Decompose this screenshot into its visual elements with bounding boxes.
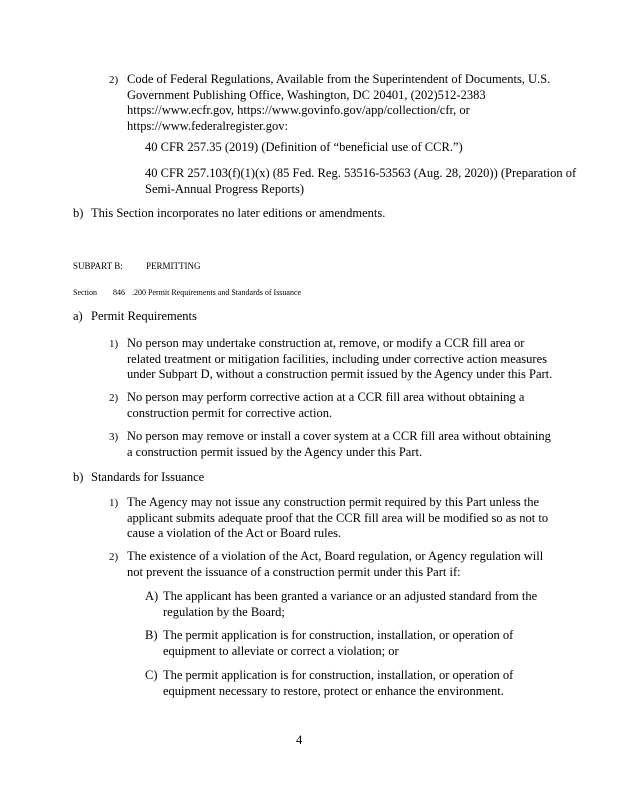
list-number: 1): [109, 497, 119, 509]
text-line: equipment to alleviate or correct a violation; or: [163, 643, 399, 658]
subsection-heading: Permit Requirements: [91, 309, 197, 323]
subpart-title: PERMITTING: [146, 261, 201, 271]
text-line: equipment necessary to restore, protect or enhance the environment.: [163, 683, 504, 698]
section-title: .200 Permit Requirements and Standards of Issuance: [132, 288, 302, 297]
text-line: No person may remove or install a cover system at a CCR fill area without obtaining: [127, 429, 551, 443]
subpart-label: SUBPART B:: [73, 261, 123, 271]
section-label: Section: [73, 288, 97, 297]
paragraph: [163, 628, 513, 659]
text-line: regulation by the Board;: [163, 604, 285, 619]
cfr-source-paragraph: [127, 72, 550, 134]
citation: [145, 166, 576, 197]
text-line: cause a violation of the Act or Board rules.: [127, 526, 342, 540]
text-line: Semi-Annual Progress Reports): [145, 181, 305, 196]
text-line: related treatment or mitigation facilities, including under corrective action measures: [127, 351, 547, 366]
list-number: 2): [109, 392, 119, 404]
list-label: C): [145, 668, 158, 682]
list-label: A): [145, 589, 159, 603]
text-line: The existence of a violation of the Act, Board regulation, or Agency regulation will: [127, 549, 544, 563]
list-number: 3): [109, 431, 119, 443]
paragraph: [127, 549, 543, 580]
text-line: The permit application is for construction, installation, or operation of: [163, 668, 514, 682]
text-line: The permit application is for construction, installation, or operation of: [163, 628, 514, 642]
text-line: The applicant has been granted a variance or an adjusted standard from the: [163, 589, 538, 603]
text-line: Government Publishing Office, Washington, DC 20401, (202)512-2383: [127, 87, 486, 102]
list-number: a): [73, 309, 83, 323]
text-line: https://www.federalregister.gov:: [127, 118, 288, 133]
text-line: construction permit for corrective action.: [127, 405, 333, 420]
page-number: 4: [296, 733, 303, 747]
text-line: applicant submits adequate proof that the CCR fill area will be modified so as not to: [127, 510, 549, 525]
paragraph: [127, 495, 548, 542]
paragraph: [127, 390, 524, 421]
list-number: 2): [109, 74, 119, 86]
paragraph: This Section incorporates no later editions or amendments.: [91, 206, 386, 220]
paragraph: [127, 429, 551, 460]
text-line: No person may undertake construction at, remove, or modify a CCR fill area or: [127, 336, 525, 350]
list-label: B): [145, 628, 158, 642]
text-line: under Subpart D, without a construction permit issued by the Agency under this Part.: [127, 367, 553, 381]
section-number: 846: [113, 288, 125, 297]
text-line: No person may perform corrective action at a CCR fill area without obtaining a: [127, 390, 525, 404]
paragraph: [163, 589, 537, 620]
text-line: The Agency may not issue any construction permit required by this Part unless the: [127, 495, 540, 509]
text-line: https://www.ecfr.gov, https://www.govinfo.gov/app/collection/cfr, or: [127, 103, 470, 117]
subsection-heading: Standards for Issuance: [91, 470, 205, 484]
list-number: b): [73, 206, 84, 220]
list-number: b): [73, 470, 84, 484]
text-line: not prevent the issuance of a construction permit under this Part if:: [127, 564, 461, 579]
text-line: Code of Federal Regulations, Available from the Superintendent of Documents, U.S.: [127, 72, 551, 86]
citation: 40 CFR 257.35 (2019) (Definition of “beneficial use of CCR.”): [145, 140, 463, 154]
list-number: 2): [109, 551, 119, 563]
text-line: a construction permit issued by the Agency under this Part.: [127, 444, 423, 459]
paragraph: [163, 668, 513, 699]
list-number: 1): [109, 338, 119, 350]
text-line: 40 CFR 257.103(f)(1)(x) (85 Fed. Reg. 53516-53563 (Aug. 28, 2020)) (Preparation of: [145, 166, 577, 180]
paragraph: [127, 336, 552, 383]
